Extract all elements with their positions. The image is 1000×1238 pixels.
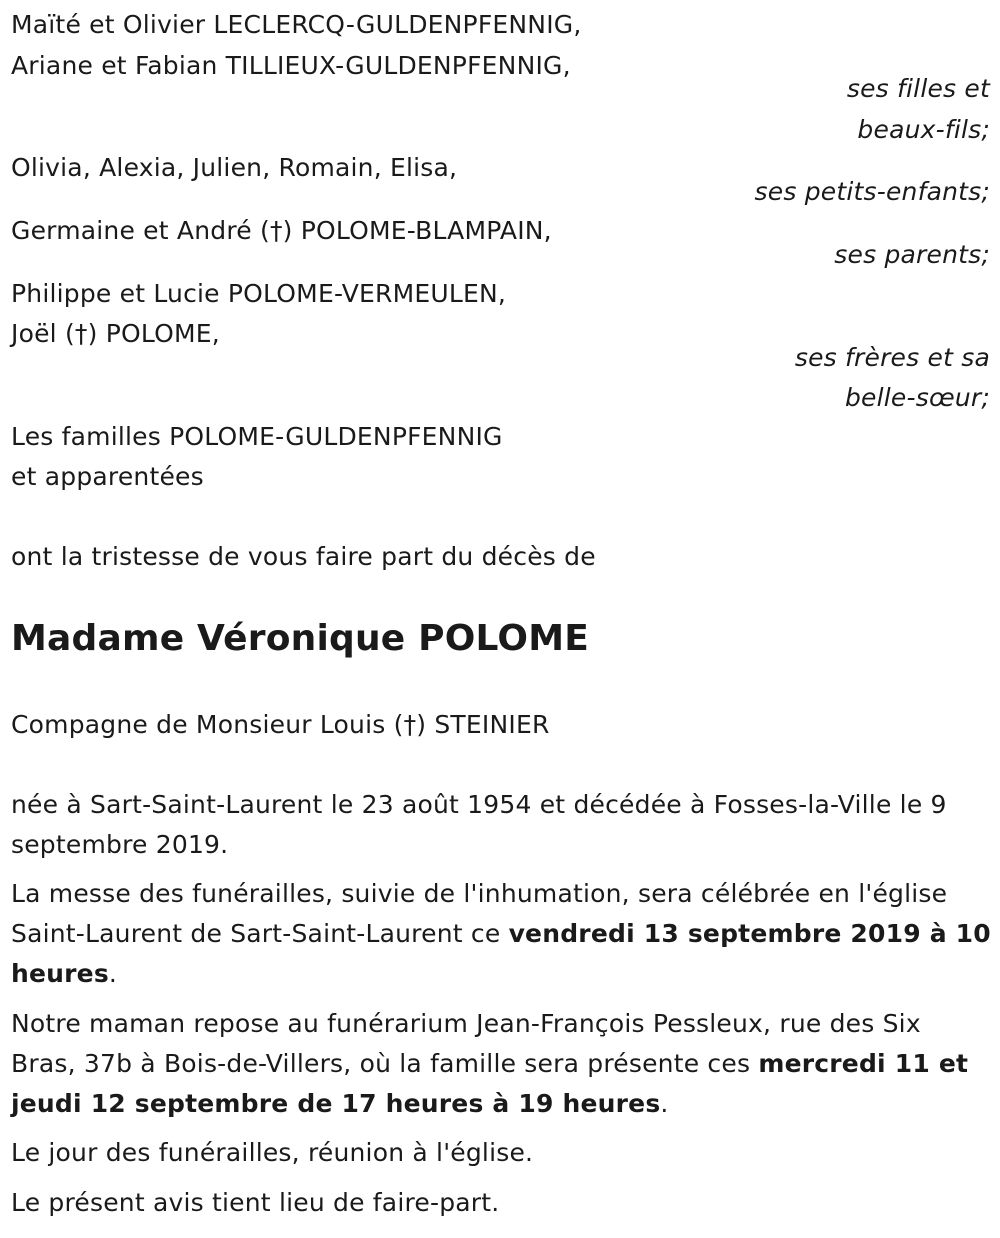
birth-death-paragraph: née à Sart-Saint-Laurent le 23 août 1954 et décédée à Fosses-la-Ville le 9 septembre 2019.: [11, 790, 947, 859]
deceased-name: Madame Véronique POLOME: [11, 618, 590, 659]
funeral-date: vendredi 13 septembre 2019 à 10 heures: [11, 919, 991, 988]
visitation-dates: mercredi 11 et jeudi 12 septembre de 17 heures à 19 heures: [11, 1049, 969, 1118]
companion-text: Compagne de Monsieur Louis (†) STEINIER: [11, 710, 550, 739]
family-line-extended-1: Les familles POLOME-GULDENPFENNIG: [11, 422, 503, 451]
relation-siblings-a: ses frères et sa: [794, 343, 990, 372]
funeral-end: .: [108, 959, 118, 988]
family-line-extended-2: et apparentées: [11, 462, 204, 491]
relation-parents: ses parents;: [834, 240, 990, 269]
relation-siblings-b: belle-sœur;: [844, 383, 990, 412]
relation-daughters-b: beaux-fils;: [857, 115, 990, 144]
family-line-daughter-2: Ariane et Fabian TILLIEUX-GULDENPFENNIG,: [11, 51, 571, 80]
visitation-paragraph: [11, 1004, 993, 1124]
family-line-grandchildren: Olivia, Alexia, Julien, Romain, Elisa,: [11, 153, 458, 182]
meeting-paragraph: Le jour des funérailles, réunion à l'église.: [11, 1138, 534, 1167]
funeral-text: La messe des funérailles, suivie de l'inhumation, sera célébrée en l'église Saint-Laurent de Sart-Saint-Laurent ce: [11, 879, 948, 948]
visitation-text: Notre maman repose au funérarium Jean-François Pessleux, rue des Six Bras, 37b à Bois-de-Villers, où la famille sera présente ces: [11, 1009, 921, 1078]
funeral-paragraph: [11, 874, 993, 994]
family-line-daughter-1: Maïté et Olivier LECLERCQ-GULDENPFENNIG,: [11, 10, 582, 39]
family-line-sibling-1: Philippe et Lucie POLOME-VERMEULEN,: [11, 279, 507, 308]
family-line-parents: Germaine et André (†) POLOME-BLAMPAIN,: [11, 216, 552, 245]
family-line-sibling-2: Joël (†) POLOME,: [11, 319, 220, 348]
announcement-text: ont la tristesse de vous faire part du décès de: [11, 542, 596, 571]
relation-daughters-a: ses filles et: [846, 74, 990, 103]
visitation-end: .: [660, 1089, 669, 1118]
relation-grandchildren: ses petits-enfants;: [754, 177, 990, 206]
notice-paragraph: Le présent avis tient lieu de faire-part.: [11, 1188, 500, 1217]
